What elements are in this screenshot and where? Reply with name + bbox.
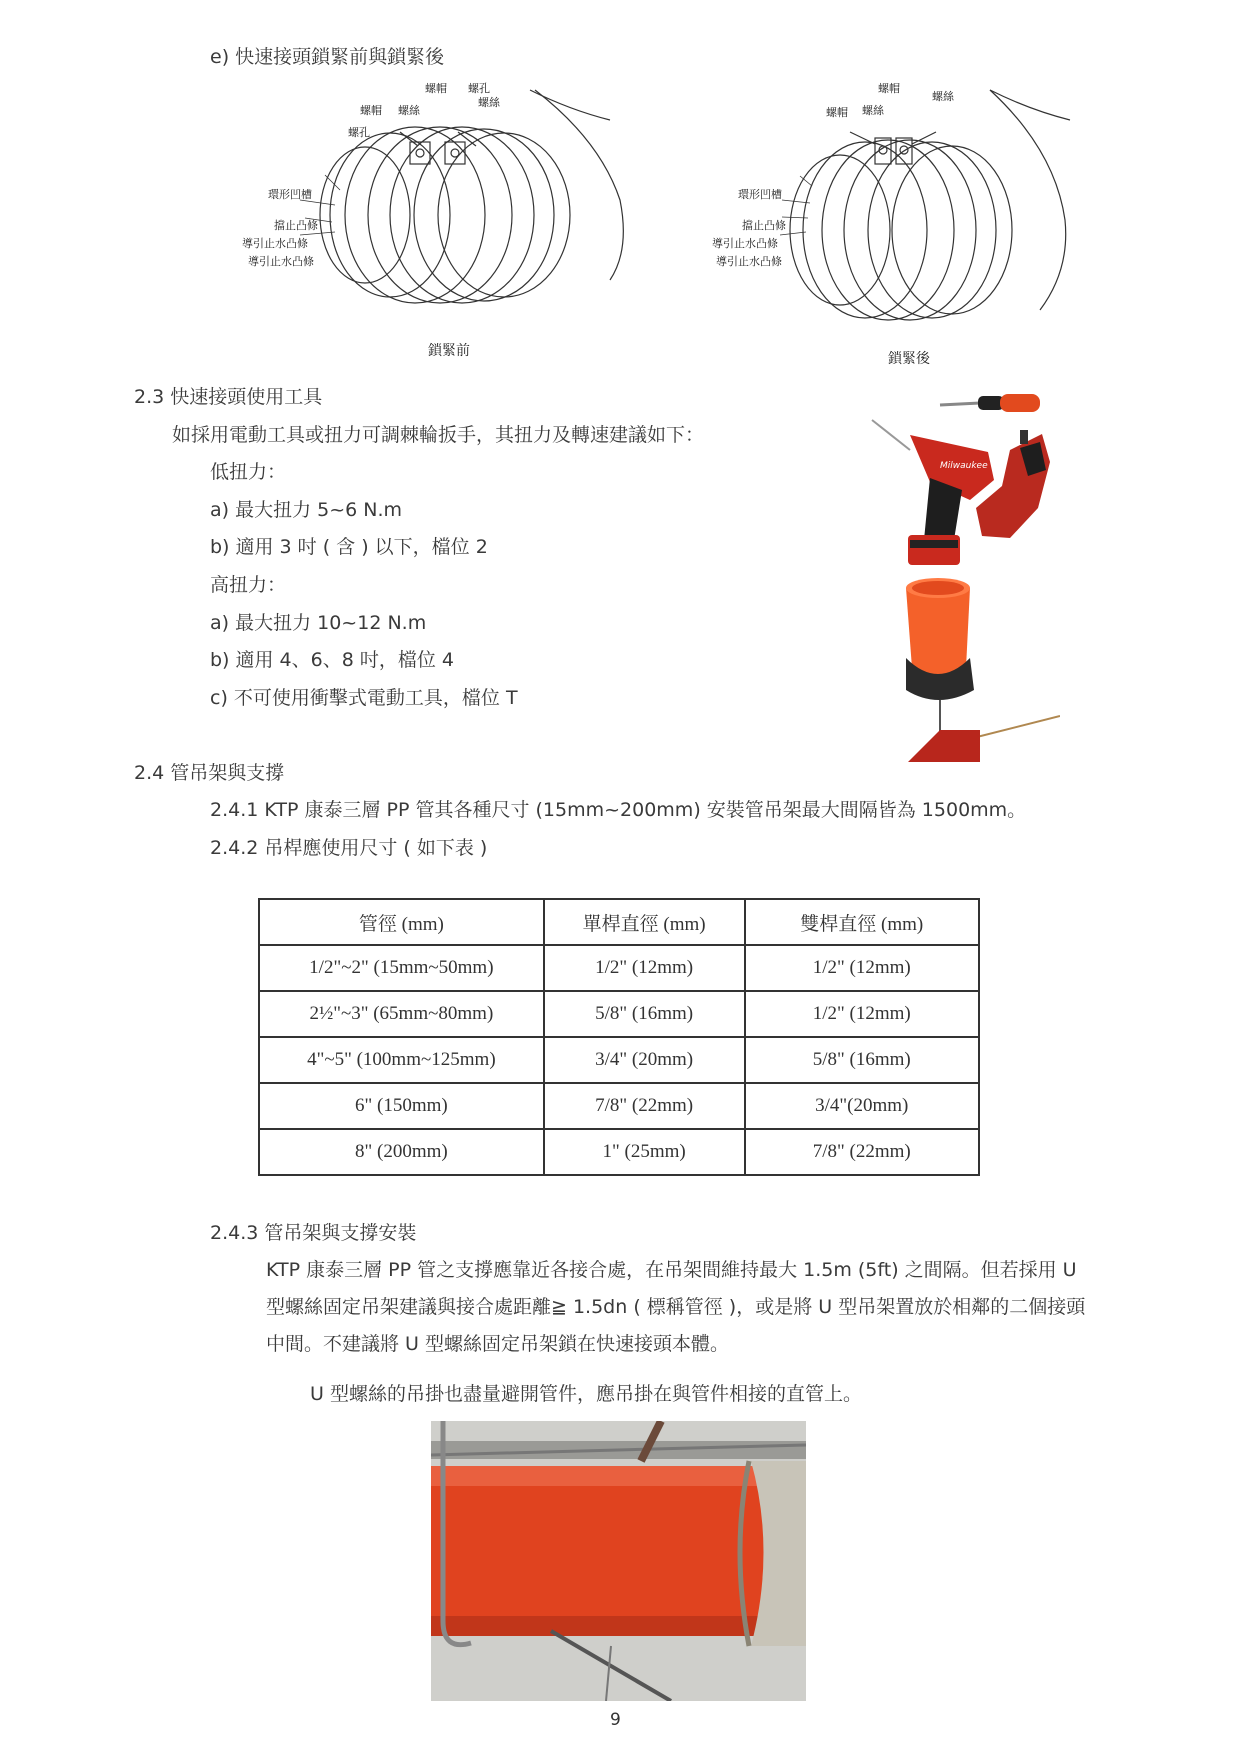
high-torque-item: b) 適用 4、6、8 吋，檔位 4 — [210, 649, 454, 671]
label-bolt-hole: 螺孔 — [348, 126, 370, 139]
table-cell: 5/8" (16mm) — [745, 1037, 980, 1083]
label-nut: 螺帽 — [425, 82, 447, 95]
body-line: 中間。不建議將 U 型螺絲固定吊架鎖在快速接頭本體。 — [266, 1333, 729, 1355]
table-cell: 3/4"(20mm) — [745, 1083, 980, 1129]
table-cell: 1/2" (12mm) — [745, 945, 980, 991]
hanger-install-body — [266, 1252, 1206, 1363]
drill-brand-text: Milwaukee — [940, 461, 988, 471]
label-bolt-hole: 螺孔 — [468, 82, 490, 95]
low-torque-item: a) 最大扭力 5~6 N.m — [210, 499, 403, 521]
section-2-3-heading: 2.3 快速接頭使用工具 — [134, 386, 323, 408]
label-annular-groove: 環形凹槽 — [738, 188, 782, 201]
coupling-diagram-after — [700, 80, 1100, 370]
table-cell: 1/2" (12mm) — [544, 945, 745, 991]
table-cell: 1/2" (12mm) — [745, 991, 980, 1037]
section-2-4-heading: 2.4 管吊架與支撐 — [134, 762, 285, 784]
label-nut: 螺帽 — [826, 106, 848, 119]
table-cell: 1" (25mm) — [544, 1129, 745, 1175]
table-cell: 7/8" (22mm) — [544, 1083, 745, 1129]
label-nut: 螺帽 — [360, 104, 382, 117]
body-line: 型螺絲固定吊架建議與接合處距離≧ 1.5dn ( 標稱管徑 )，或是將 U 型吊架置放於相鄰的二個接頭 — [266, 1296, 1086, 1318]
high-torque-title: 高扭力： — [210, 574, 287, 596]
table-header: 管徑 (mm) — [259, 899, 544, 945]
label-screw: 螺絲 — [478, 96, 500, 109]
table-cell: 3/4" (20mm) — [544, 1037, 745, 1083]
page-number: 9 — [610, 1710, 621, 1730]
table-cell: 8" (200mm) — [259, 1129, 544, 1175]
low-torque-title: 低扭力： — [210, 461, 287, 483]
coupling-diagram-before — [240, 80, 640, 360]
high-torque-item: c) 不可使用衝擊式電動工具，檔位 T — [210, 687, 518, 709]
table-row — [259, 991, 979, 1037]
table-cell: 1/2"~2" (15mm~50mm) — [259, 945, 544, 991]
table-cell: 6" (150mm) — [259, 1083, 544, 1129]
body-line: KTP 康泰三層 PP 管之支撐應靠近各接合處，在吊架間維持最大 1.5m (5ft) 之間隔。但若採用 U — [266, 1259, 1077, 1281]
rod-size-table — [258, 898, 980, 1176]
table-cell: 4"~5" (100mm~125mm) — [259, 1037, 544, 1083]
pipe-hanger-photo — [431, 1421, 806, 1701]
table-cell: 5/8" (16mm) — [544, 991, 745, 1037]
u-bolt-note: U 型螺絲的吊掛也盡量避開管件，應吊掛在與管件相接的直管上。 — [310, 1383, 862, 1405]
label-stop-rib: 擋止凸條 — [274, 219, 318, 232]
section-e-heading: e) 快速接頭鎖緊前與鎖緊後 — [210, 46, 445, 68]
label-stop-rib: 擋止凸條 — [742, 219, 786, 232]
label-guide-seal-rib: 導引止水凸條 — [248, 255, 314, 268]
table-row — [259, 1129, 979, 1175]
table-row — [259, 945, 979, 991]
table-cell: 7/8" (22mm) — [745, 1129, 980, 1175]
hanger-install-heading: 2.4.3 管吊架與支撐安裝 — [210, 1222, 417, 1244]
low-torque-item: b) 適用 3 吋 ( 含 ) 以下，檔位 2 — [210, 536, 488, 558]
table-row — [259, 1083, 979, 1129]
high-torque-item: a) 最大扭力 10~12 N.m — [210, 612, 427, 634]
label-guide-seal-rib: 導引止水凸條 — [712, 237, 778, 250]
power-tools-photo — [870, 390, 1060, 762]
label-nut: 螺帽 — [878, 82, 900, 95]
label-annular-groove: 環形凹槽 — [268, 188, 312, 201]
table-header: 單桿直徑 (mm) — [544, 899, 745, 945]
label-screw: 螺絲 — [398, 104, 420, 117]
label-guide-seal-rib: 導引止水凸條 — [716, 255, 782, 268]
caption-before: 鎖緊前 — [428, 343, 470, 359]
label-guide-seal-rib: 導引止水凸條 — [242, 237, 308, 250]
table-header-row — [259, 899, 979, 945]
label-screw: 螺絲 — [862, 104, 884, 117]
caption-after: 鎖緊後 — [888, 351, 930, 367]
table-cell: 2½"~3" (65mm~80mm) — [259, 991, 544, 1037]
rod-size-text: 2.4.2 吊桿應使用尺寸 ( 如下表 ) — [210, 837, 488, 859]
table-header: 雙桿直徑 (mm) — [745, 899, 980, 945]
table-row — [259, 1037, 979, 1083]
label-screw: 螺絲 — [932, 90, 954, 103]
tools-intro: 如採用電動工具或扭力可調棘輪扳手，其扭力及轉速建議如下： — [172, 424, 705, 446]
hanger-spacing-text: 2.4.1 KTP 康泰三層 PP 管其各種尺寸 (15mm~200mm) 安裝管吊架最大間隔皆為 1500mm。 — [210, 799, 1027, 821]
